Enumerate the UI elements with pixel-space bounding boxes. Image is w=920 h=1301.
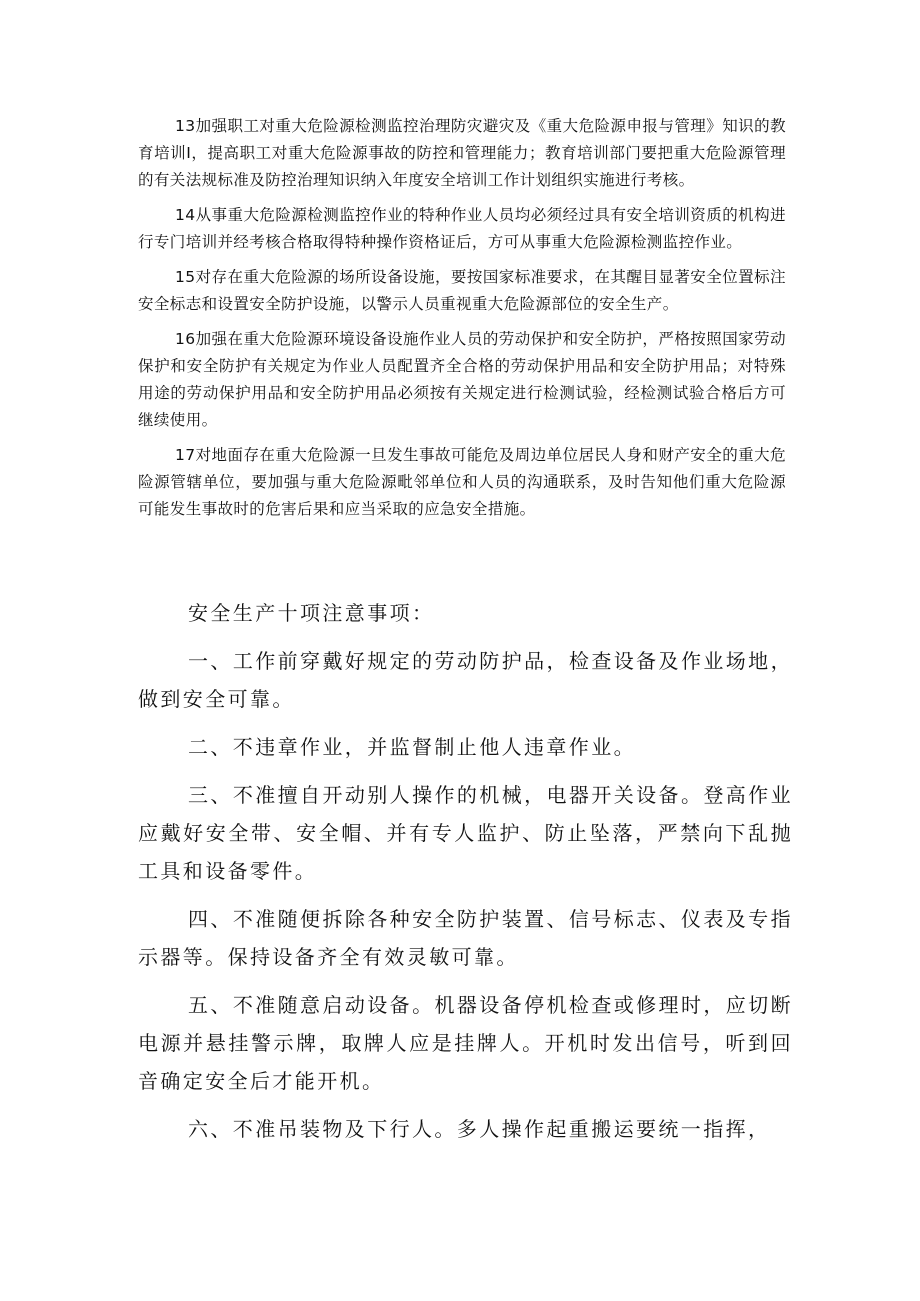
note-item-4: 四、不准随便拆除各种安全防护装置、信号标志、仪表及专指示器等。保持设备齐全有效灵敏可靠。 [138,907,793,969]
note-item-2: 二、不违章作业，并监督制止他人违章作业。 [188,735,636,759]
paragraph-14: 14从事重大危险源检测监控作业的特种作业人员均必须经过具有安全培训资质的机构进行专门培训并经考核合格取得特种操作资格证后，方可从事重大危险源检测监控作业。 [138,206,786,251]
note-item-3: 三、不准擅自开动别人操作的机械，电器开关设备。登高作业应戴好安全带、安全帽、并有专人监护、防止坠落，严禁向下乱抛工具和设备零件。 [138,783,793,883]
hazard-management-section [138,113,786,531]
note-item-6: 六、不准吊装物及下行人。多人操作起重搬运要统一指挥， [188,1117,771,1141]
paragraph-13: 13加强职工对重大危险源检测监控治理防灾避灾及《重大危险源申报与管理》知识的教育培训I，提高职工对重大危险源事故的防控和管理能力；教育培训部门要把重大危险源管理的有关法规标准及防控治理知识纳入年度安全培训工作计划组织实施进行考核。 [138,117,786,189]
paragraph-17: 17对地面存在重大危险源一旦发生事故可能危及周边单位居民人身和财产安全的重大危险源管辖单位，要加强与重大危险源毗邻单位和人员的沟通联系，及时告知他们重大危险源可能发生事故时的危害后果和应当采取的应急安全措施。 [138,446,786,518]
note-item-5: 五、不准随意启动设备。机器设备停机检查或修理时，应切断电源并悬挂警示牌，取牌人应是挂牌人。开机时发出信号，听到回音确定安全后才能开机。 [138,993,793,1093]
note-item-1: 一、工作前穿戴好规定的劳动防护品，检查设备及作业场地，做到安全可靠。 [138,649,793,711]
safety-notes-section [138,594,793,1158]
paragraph-15: 15对存在重大危险源的场所设备设施，要按国家标准要求，在其醒目显著安全位置标注安全标志和设置安全防护设施，以警示人员重视重大危险源部位的安全生产。 [138,268,786,313]
section-heading: 安全生产十项注意事项： [188,601,435,625]
paragraph-16: 16加强在重大危险源环境设备设施作业人员的劳动保护和安全防护，严格按照国家劳动保护和安全防护有关规定为作业人员配置齐全合格的劳动保护用品和安全防护用品；对特殊用途的劳动保护用品和安全防护用品必须按有关规定进行检测试验，经检测试验合格后方可继续使用。 [138,330,786,429]
